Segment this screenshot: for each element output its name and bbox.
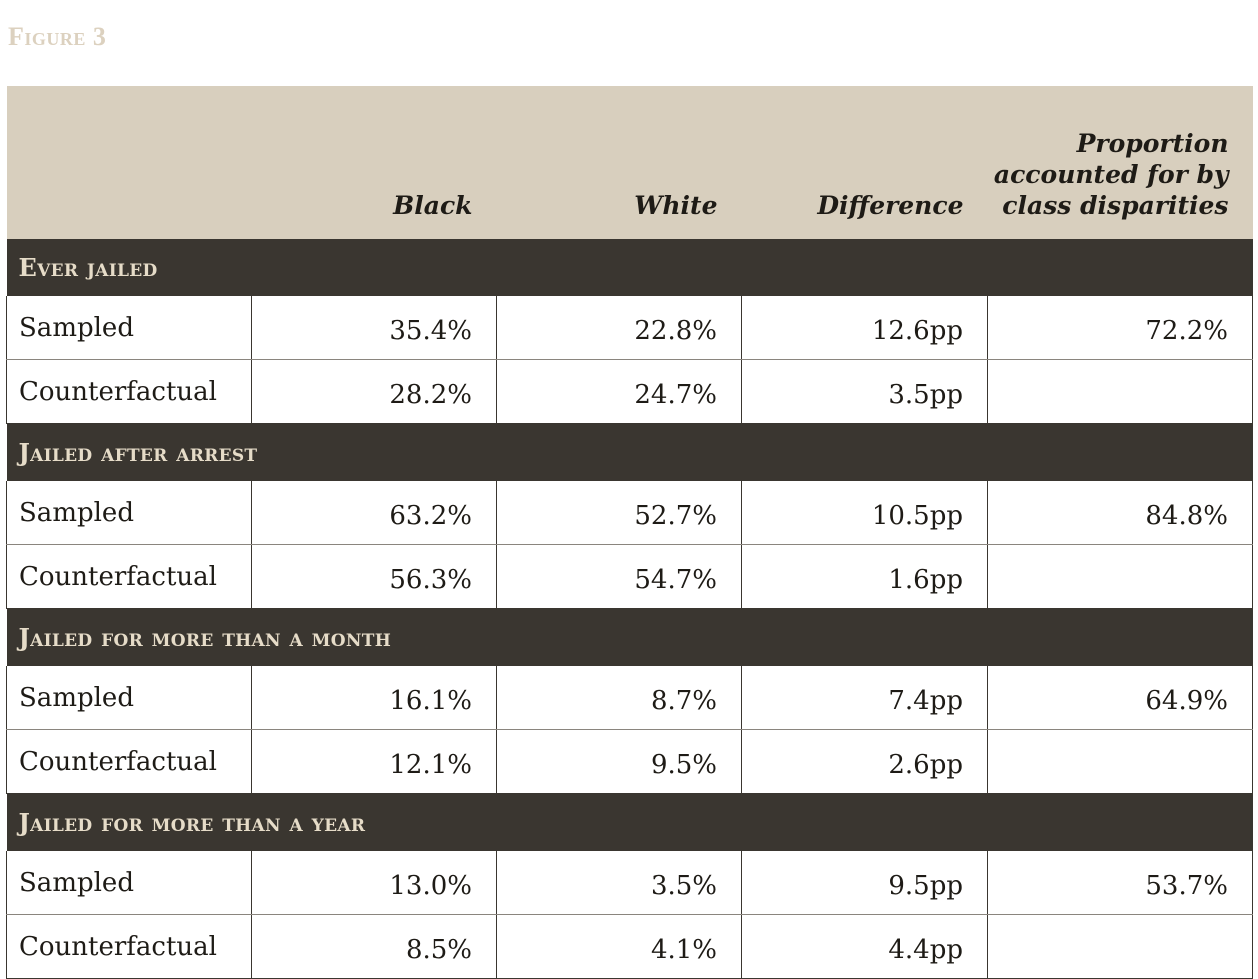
cell-black: 13.0% (252, 851, 497, 915)
cell-proportion: 53.7% (988, 851, 1253, 915)
cell-white: 54.7% (497, 545, 742, 609)
cell-black: 8.5% (252, 915, 497, 979)
row-label: Sampled (7, 481, 252, 545)
cell-black: 35.4% (252, 296, 497, 360)
row-label: Counterfactual (7, 360, 252, 424)
table-row (7, 296, 1253, 360)
header-difference: Difference (742, 86, 988, 239)
section-header-row (7, 424, 1253, 482)
row-label: Counterfactual (7, 545, 252, 609)
cell-white: 9.5% (497, 730, 742, 794)
cell-difference: 3.5pp (742, 360, 988, 424)
cell-difference: 2.6pp (742, 730, 988, 794)
row-label: Sampled (7, 666, 252, 730)
cell-white: 3.5% (497, 851, 742, 915)
section-header-row (7, 239, 1253, 296)
table-row (7, 851, 1253, 915)
header-row (7, 86, 1253, 239)
results-table (6, 86, 1253, 979)
figure-label: Figure 3 (8, 22, 107, 51)
cell-white: 22.8% (497, 296, 742, 360)
header-proportion-line2: accounted for by (993, 160, 1229, 189)
cell-difference: 12.6pp (742, 296, 988, 360)
cell-difference: 9.5pp (742, 851, 988, 915)
cell-proportion: 64.9% (988, 666, 1253, 730)
row-label: Counterfactual (7, 730, 252, 794)
row-label: Sampled (7, 851, 252, 915)
cell-black: 56.3% (252, 545, 497, 609)
section-title: Jailed for more than a year (7, 794, 1253, 852)
table-row (7, 730, 1253, 794)
header-proportion (988, 86, 1253, 239)
cell-proportion (988, 915, 1253, 979)
cell-white: 52.7% (497, 481, 742, 545)
table-row (7, 481, 1253, 545)
cell-black: 12.1% (252, 730, 497, 794)
table-row (7, 666, 1253, 730)
cell-black: 28.2% (252, 360, 497, 424)
cell-proportion: 84.8% (988, 481, 1253, 545)
cell-proportion (988, 730, 1253, 794)
cell-difference: 7.4pp (742, 666, 988, 730)
cell-white: 24.7% (497, 360, 742, 424)
cell-difference: 4.4pp (742, 915, 988, 979)
cell-black: 63.2% (252, 481, 497, 545)
section-title: Jailed for more than a month (7, 609, 1253, 667)
cell-proportion (988, 360, 1253, 424)
section-header-row (7, 794, 1253, 852)
section-header-row (7, 609, 1253, 667)
header-proportion-line1: Proportion (1076, 129, 1229, 158)
cell-proportion: 72.2% (988, 296, 1253, 360)
header-black: Black (252, 86, 497, 239)
row-label: Counterfactual (7, 915, 252, 979)
cell-white: 4.1% (497, 915, 742, 979)
table-row (7, 360, 1253, 424)
section-title: Jailed after arrest (7, 424, 1253, 482)
header-proportion-line3: class disparities (1002, 191, 1229, 220)
header-empty (7, 86, 252, 239)
section-title: Ever jailed (7, 239, 1253, 296)
cell-white: 8.7% (497, 666, 742, 730)
table-row (7, 545, 1253, 609)
header-white: White (497, 86, 742, 239)
cell-proportion (988, 545, 1253, 609)
cell-difference: 10.5pp (742, 481, 988, 545)
row-label: Sampled (7, 296, 252, 360)
cell-difference: 1.6pp (742, 545, 988, 609)
table-row (7, 915, 1253, 979)
cell-black: 16.1% (252, 666, 497, 730)
